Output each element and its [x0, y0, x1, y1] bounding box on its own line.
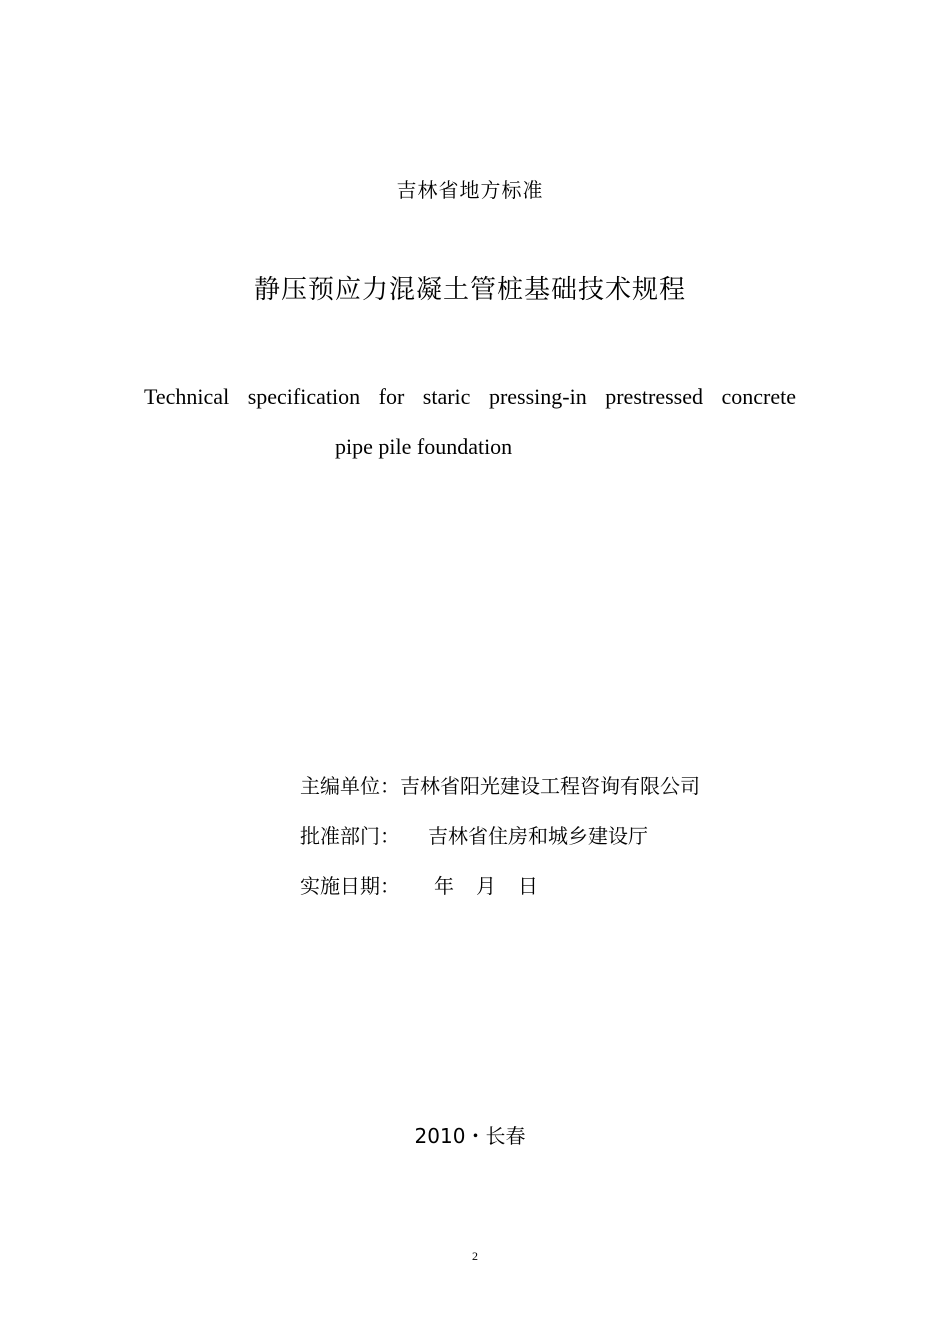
approver-label: 批准部门：: [300, 824, 400, 848]
page-number: 2: [472, 1249, 478, 1263]
title-english-line-1: Technical specification for staric pressing-in prestressed concrete: [144, 384, 796, 409]
date-month: 月: [476, 874, 496, 898]
title-chinese: 静压预应力混凝土管桩基础技术规程: [253, 275, 686, 305]
effective-date-row: [300, 872, 820, 900]
editor-row: [300, 772, 820, 800]
editor-label: 主编单位：: [300, 774, 400, 798]
date-day: 日: [518, 874, 538, 898]
date-year: 年: [434, 874, 454, 898]
place-and-year: 2010・长春: [414, 1124, 526, 1148]
standard-category: 吉林省地方标准: [396, 178, 544, 202]
title-english: [144, 372, 796, 472]
title-english-line-2: pipe pile foundation: [335, 434, 513, 459]
effective-date-label: 实施日期：: [300, 874, 400, 898]
publication-info: [300, 772, 820, 922]
approver-value: 吉林省住房和城乡建设厅: [428, 824, 648, 848]
effective-date-value: [434, 872, 560, 900]
editor-value: 吉林省阳光建设工程咨询有限公司: [400, 774, 700, 798]
approver-row: [300, 822, 820, 850]
